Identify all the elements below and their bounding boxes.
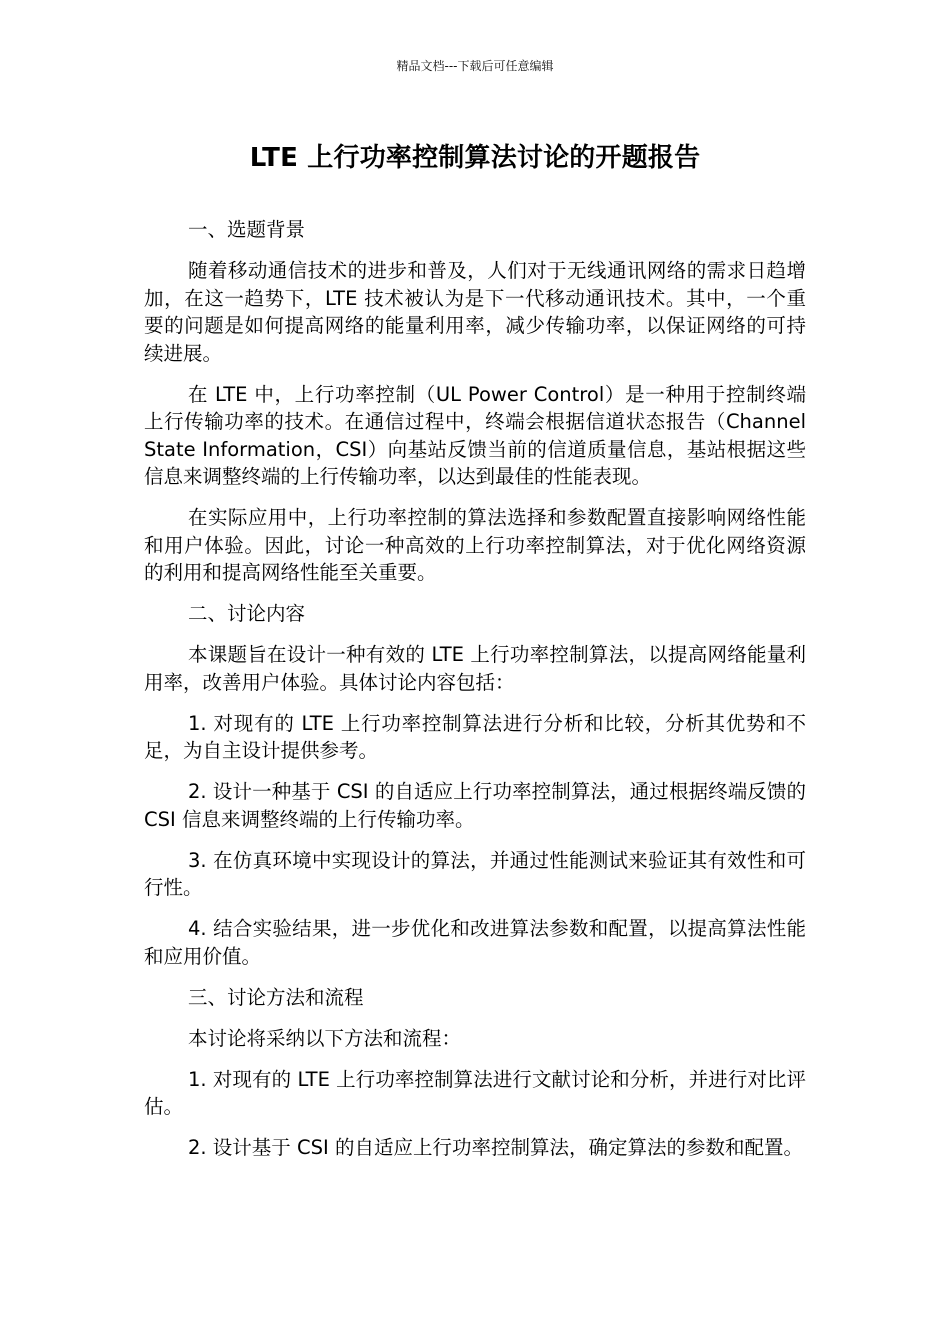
paragraph: 在实际应用中，上行功率控制的算法选择和参数配置直接影响网络性能和用户体验。因此，讨论一种高效的上行功率控制算法，对于优化网络资源的利用和提高网络性能至关重要。 bbox=[144, 506, 806, 584]
list-item: 2. 设计一种基于 CSI 的自适应上行功率控制算法，通过根据终端反馈的 CSI 信息来调整终端的上行传输功率。 bbox=[144, 780, 806, 831]
header-note: 精品文档---下载后可任意编辑 bbox=[396, 59, 554, 73]
paragraph: 本讨论将采纳以下方法和流程： bbox=[188, 1026, 462, 1050]
list-item: 1. 对现有的 LTE 上行功率控制算法进行分析和比较，分析其优势和不足，为自主设计提供参考。 bbox=[144, 711, 806, 762]
document-title: LTE 上行功率控制算法讨论的开题报告 bbox=[249, 143, 701, 173]
list-item: 1. 对现有的 LTE 上行功率控制算法进行文献讨论和分析，并进行对比评估。 bbox=[144, 1067, 806, 1118]
document-body bbox=[144, 216, 806, 1175]
list-item: 4. 结合实验结果，进一步优化和改进算法参数和配置，以提高算法性能和应用价值。 bbox=[144, 917, 806, 968]
list-item: 3. 在仿真环境中实现设计的算法，并通过性能测试来验证其有效性和可行性。 bbox=[144, 848, 806, 899]
section-heading-content: 二、讨论内容 bbox=[188, 602, 306, 625]
paragraph: 随着移动通信技术的进步和普及，人们对于无线通讯网络的需求日趋增加，在这一趋势下，LTE 技术被认为是下一代移动通讯技术。其中，一个重要的问题是如何提高网络的能量利用率，减少传输功率，以保证网络的可持续进展。 bbox=[144, 259, 806, 365]
section-heading-method: 三、讨论方法和流程 bbox=[188, 985, 364, 1009]
paragraph: 本课题旨在设计一种有效的 LTE 上行功率控制算法，以提高网络能量利用率，改善用户体验。具体讨论内容包括： bbox=[144, 643, 806, 694]
paragraph: 在 LTE 中，上行功率控制（UL Power Control）是一种用于控制终端上行传输功率的技术。在通信过程中，终端会根据信道状态报告（Channel State Information，CSI）向基站反馈当前的信道质量信息，基站根据这些信息来调整终端的上行传输功率，以达到最佳的性能表现。 bbox=[144, 382, 806, 488]
list-item: 2. 设计基于 CSI 的自适应上行功率控制算法，确定算法的参数和配置。 bbox=[188, 1136, 803, 1159]
section-heading-background: 一、选题背景 bbox=[188, 218, 306, 241]
